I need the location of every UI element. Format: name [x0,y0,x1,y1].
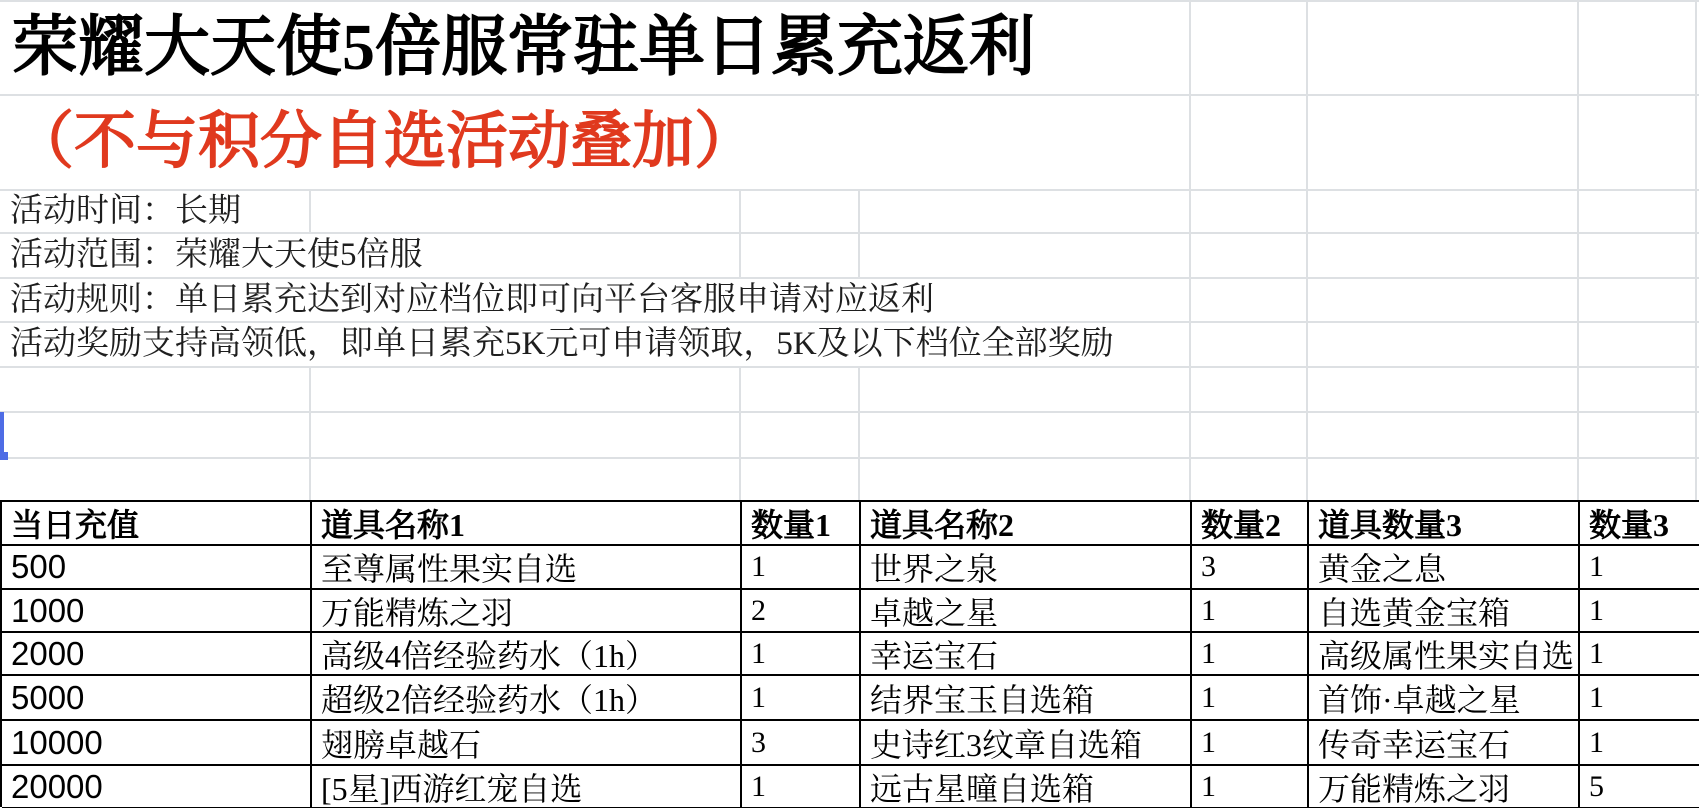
gridline-v [309,367,311,500]
cell-item2[interactable]: 幸运宝石 [861,633,1192,674]
cell-recharge[interactable]: 2000 [2,633,312,674]
gridline-v [739,190,741,278]
header-cell-recharge[interactable]: 当日充值 [2,502,312,544]
table-row [2,766,1699,808]
table-row [2,633,1699,676]
cell-recharge[interactable]: 10000 [2,721,312,764]
info-row-rules[interactable]: 活动规则：单日累充达到对应档位即可向平台客服申请对应返利 [10,282,934,318]
cell-qty2[interactable]: 1 [1192,766,1309,807]
table-row [2,546,1699,590]
cell-qty1[interactable]: 2 [742,590,861,631]
cell-item1[interactable]: 高级4倍经验药水（1h） [312,633,742,674]
cell-item3[interactable]: 黄金之息 [1309,546,1580,588]
cell-item2[interactable]: 史诗红3纹章自选箱 [861,721,1192,764]
cell-item3[interactable]: 万能精炼之羽 [1309,766,1580,807]
cell-item3[interactable]: 自选黄金宝箱 [1309,590,1580,631]
header-cell-qty2[interactable]: 数量2 [1192,502,1309,544]
gridline-v [858,367,860,500]
gridline-h [0,457,1699,459]
cell-recharge[interactable]: 20000 [2,766,312,807]
cell-item1[interactable]: 万能精炼之羽 [312,590,742,631]
cell-item2[interactable]: 远古星曈自选箱 [861,766,1192,807]
cell-item1[interactable]: 至尊属性果实自选 [312,546,742,588]
cell-item2[interactable]: 卓越之星 [861,590,1192,631]
cell-item3[interactable]: 高级属性果实自选 [1309,633,1580,674]
cell-item1[interactable]: 超级2倍经验药水（1h） [312,676,742,719]
cell-qty1[interactable]: 1 [742,633,861,674]
sheet-title[interactable]: 荣耀大天使5倍服常驻单日累充返利 [12,11,1035,84]
cell-recharge[interactable]: 500 [2,546,312,588]
cell-item1[interactable]: 翅膀卓越石 [312,721,742,764]
header-cell-item3[interactable]: 道具数量3 [1309,502,1580,544]
cell-item3[interactable]: 首饰·卓越之星 [1309,676,1580,719]
table-row [2,721,1699,766]
cell-item2[interactable]: 结界宝玉自选箱 [861,676,1192,719]
gridline-v [739,367,741,500]
header-cell-qty1[interactable]: 数量1 [742,502,861,544]
header-cell-qty3[interactable]: 数量3 [1589,507,1670,543]
cell-qty1[interactable]: 1 [742,546,861,588]
gridline-v [858,190,860,278]
table-row [2,676,1699,721]
cell-qty3[interactable]: 1 [1589,680,1604,714]
sheet-subtitle[interactable]: （不与积分自选活动叠加） [12,108,757,176]
info-row-scope[interactable]: 活动范围：荣耀大天使5倍服 [10,237,423,273]
table-header-row [2,502,1699,546]
cell-recharge[interactable]: 1000 [2,590,312,631]
table-row [2,590,1699,633]
gridline-v [309,190,311,233]
cell-qty1[interactable]: 3 [742,721,861,764]
gridline-v [1695,0,1697,500]
cell-qty2[interactable]: 3 [1192,546,1309,588]
cell-qty3[interactable]: 1 [1589,593,1604,627]
info-row-time[interactable]: 活动时间：长期 [10,193,241,229]
cell-qty2[interactable]: 1 [1192,676,1309,719]
cell-qty3[interactable]: 5 [1589,769,1604,803]
cell-qty1[interactable]: 1 [742,766,861,807]
gridline-h [0,411,1699,413]
info-row-note[interactable]: 活动奖励支持高领低，即单日累充5K元可申请领取，5K及以下档位全部奖励 [10,326,1114,362]
cell-qty2[interactable]: 1 [1192,721,1309,764]
header-cell-item2[interactable]: 道具名称2 [861,502,1192,544]
cell-qty2[interactable]: 1 [1192,590,1309,631]
cell-qty3[interactable]: 1 [1589,725,1604,759]
cell-qty3[interactable]: 1 [1589,636,1604,670]
selection-handle [0,452,8,460]
header-cell-item1[interactable]: 道具名称1 [312,502,742,544]
selection-indicator-bar [0,412,4,456]
cell-qty2[interactable]: 1 [1192,633,1309,674]
cell-qty1[interactable]: 1 [742,676,861,719]
cell-item3[interactable]: 传奇幸运宝石 [1309,721,1580,764]
gridline-v [1306,0,1308,500]
gridline-v [1577,0,1579,500]
cell-qty3[interactable]: 1 [1589,550,1604,583]
rebate-table [0,500,1699,807]
cell-item2[interactable]: 世界之泉 [861,546,1192,588]
cell-item1[interactable]: [5星]西游红宠自选 [312,766,742,807]
gridline-v [1189,0,1191,500]
cell-recharge[interactable]: 5000 [2,676,312,719]
